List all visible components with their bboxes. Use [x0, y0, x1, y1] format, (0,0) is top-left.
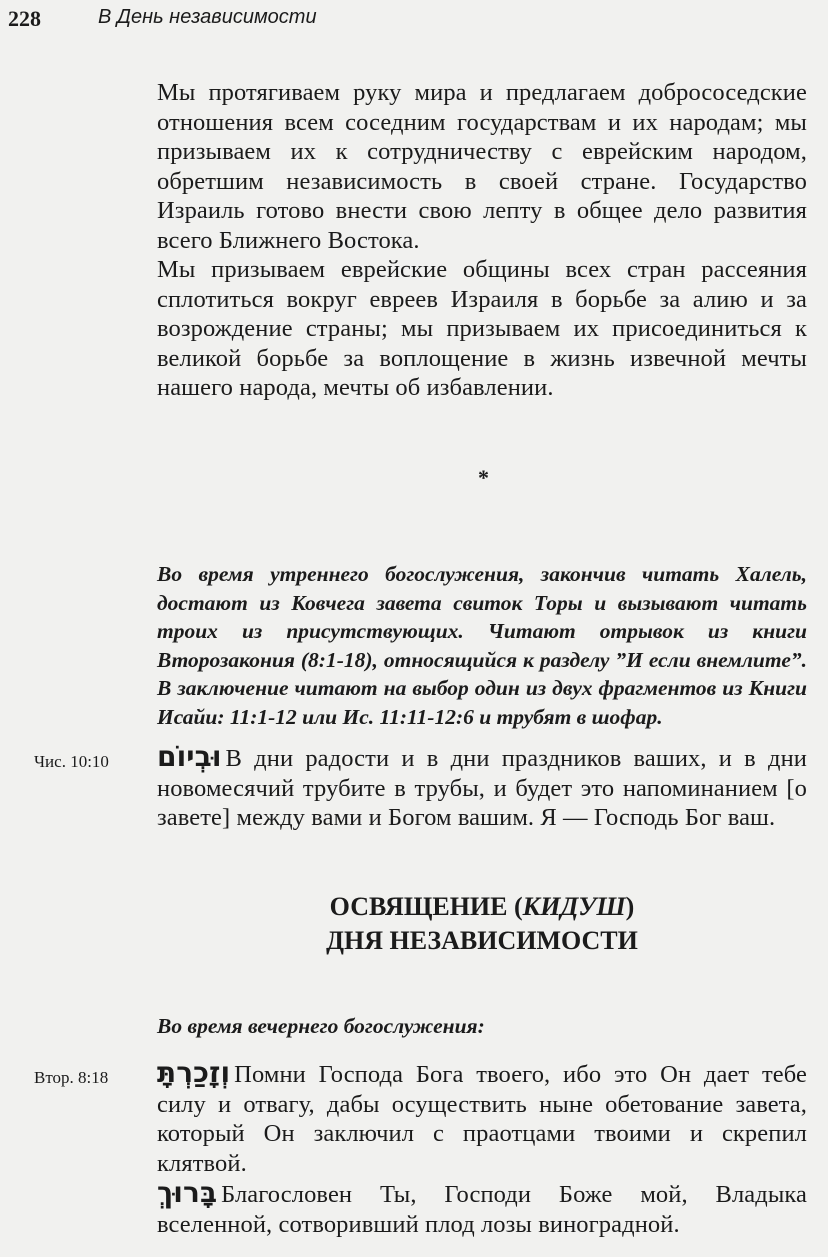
blessing-text: Благословен Ты, Господи Боже мой, Владыка вселенной, сотворивший плод лозы виноградной.: [157, 1181, 807, 1238]
heading-line1-prefix: ОСВЯЩЕНИЕ (: [329, 892, 523, 921]
verse-reference-numbers: Чис. 10:10: [34, 752, 109, 771]
morning-instruction: Во время утреннего богослужения, закончив читать Халель, достают из Ковчега завета свиток Торы и вызывают читать троих из присутствующих. Читают отрывок из книги Второзакония (8:1-18), относящийся к разделу ”И если внемлите”. В заключение читают на выбор один из двух фрагментов из Книги Исайи: 11:1-12 или Ис. 11:11-12:6 и трубят в шофар.: [157, 562, 807, 729]
section-separator: *: [478, 465, 489, 490]
kiddush-heading: [157, 890, 807, 958]
evening-instruction: Во время вечернего богослужения:: [157, 1014, 485, 1038]
verse-deuteronomy-block: [157, 1058, 807, 1178]
hebrew-incipit-uvyom: וּבְיוֹם: [157, 740, 222, 773]
evening-instruction-block: [157, 1012, 807, 1041]
paragraph-peace: Мы протягиваем руку мира и предлагаем добрососедские отношения всем соседним государствам и их народам; мы призываем их к сотрудничеству с еврейским народом, обретшим независимость в своей стране. Государство Израиль готово внести свою лепту в общее дело развития всего Ближнего Востока.: [157, 79, 807, 254]
heading-line2: ДНЯ НЕЗАВИСИМОСТИ: [326, 926, 638, 955]
blessing-block: [157, 1178, 807, 1239]
morning-instruction-block: [157, 560, 807, 731]
section-declaration: [157, 78, 807, 403]
verse-deuteronomy-text: Помни Господа Бога твоего, ибо это Он дает тебе силу и отвагу, дабы осуществить ныне обетование завета, который Он заключил с праотцами твоими и скрепил клятвой.: [157, 1061, 807, 1177]
hebrew-incipit-vezacharta: וְזָכַרְתָּ: [157, 1056, 231, 1089]
verse-reference-deuteronomy: Втор. 8:18: [34, 1068, 109, 1087]
verse-numbers-block: [157, 742, 807, 833]
verse-numbers-text: В дни радости и в дни праздников ваших, и в дни новомесячий трубите в трубы, и будет это напоминанием [о завете] между вами и Богом вашим. Я — Господь Бог ваш.: [157, 745, 807, 831]
page-header: [0, 0, 828, 44]
paragraph-diaspora: Мы призываем еврейские общины всех стран рассеяния сплотиться вокруг евреев Израиля в борьбе за алию и за возрождение страны; мы призываем их присоединиться к великой борьбе за воплощение в жизнь извечной мечты нашего народа, мечты об избавлении.: [157, 256, 807, 401]
running-title: В День независимости: [98, 6, 317, 28]
heading-line1-suffix: ): [625, 892, 635, 921]
hebrew-incipit-baruch: בָּרוּךְ: [157, 1176, 218, 1209]
heading-kiddush-word: КИДУШ: [522, 892, 626, 921]
page-number: 228: [8, 6, 41, 31]
